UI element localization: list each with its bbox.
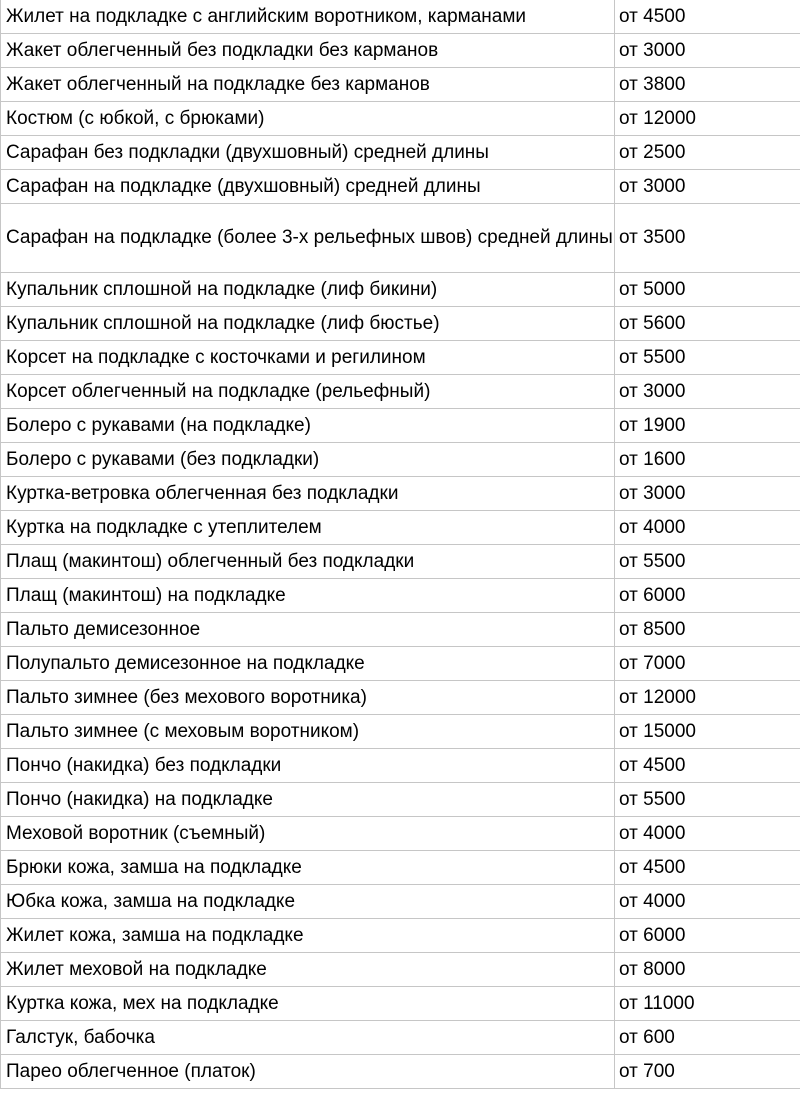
service-price: от 3000 [614,34,800,68]
service-price: от 7000 [614,647,800,681]
service-name: Пальто зимнее (с меховым воротником) [0,715,614,749]
service-name: Полупальто демисезонное на подкладке [0,647,614,681]
service-price: от 6000 [614,919,800,953]
service-name: Костюм (с юбкой, с брюками) [0,102,614,136]
service-price: от 12000 [614,102,800,136]
service-name: Болеро с рукавами (на подкладке) [0,409,614,443]
service-name: Купальник сплошной на подкладке (лиф бюстье) [0,307,614,341]
table-row [0,579,800,613]
table-row [0,647,800,681]
table-row [0,681,800,715]
service-price: от 4000 [614,885,800,919]
service-price: от 5000 [614,273,800,307]
service-price: от 4500 [614,0,800,34]
service-price: от 15000 [614,715,800,749]
service-price: от 4000 [614,511,800,545]
table-row [0,170,800,204]
service-price: от 12000 [614,681,800,715]
table-row [0,715,800,749]
service-price: от 1600 [614,443,800,477]
service-price: от 4000 [614,817,800,851]
service-name: Жакет облегченный на подкладке без карманов [0,68,614,102]
table-row [0,783,800,817]
service-name: Жакет облегченный без подкладки без карманов [0,34,614,68]
service-name: Пальто демисезонное [0,613,614,647]
service-price: от 3000 [614,170,800,204]
service-name: Куртка на подкладке с утеплителем [0,511,614,545]
table-row [0,375,800,409]
service-price: от 11000 [614,987,800,1021]
service-price: от 8500 [614,613,800,647]
service-price: от 5600 [614,307,800,341]
table-row [0,204,800,273]
service-name: Сарафан на подкладке (более 3-х рельефных швов) средней длины [0,204,614,273]
table-row [0,34,800,68]
service-name: Брюки кожа, замша на подкладке [0,851,614,885]
table-row [0,613,800,647]
table-row [0,341,800,375]
service-name: Сарафан без подкладки (двухшовный) средней длины [0,136,614,170]
table-row [0,1055,800,1089]
service-name: Куртка-ветровка облегченная без подкладки [0,477,614,511]
service-name: Плащ (макинтош) на подкладке [0,579,614,613]
service-price: от 700 [614,1055,800,1089]
table-row [0,102,800,136]
table-row [0,953,800,987]
table-row [0,749,800,783]
service-name: Корсет облегченный на подкладке (рельефный) [0,375,614,409]
table-row [0,0,800,34]
service-price: от 5500 [614,341,800,375]
service-name: Парео облегченное (платок) [0,1055,614,1089]
service-price: от 5500 [614,783,800,817]
table-row [0,409,800,443]
table-row [0,545,800,579]
service-price: от 6000 [614,579,800,613]
table-row [0,511,800,545]
service-name: Куртка кожа, мех на подкладке [0,987,614,1021]
table-row [0,136,800,170]
service-name: Купальник сплошной на подкладке (лиф бикини) [0,273,614,307]
service-name: Жилет меховой на подкладке [0,953,614,987]
table-row [0,273,800,307]
service-price: от 1900 [614,409,800,443]
service-name: Плащ (макинтош) облегченный без подкладки [0,545,614,579]
table-row [0,1021,800,1055]
table-row [0,68,800,102]
table-row [0,851,800,885]
table-row [0,919,800,953]
service-price: от 3500 [614,204,800,273]
service-name: Меховой воротник (съемный) [0,817,614,851]
table-row [0,817,800,851]
service-name: Сарафан на подкладке (двухшовный) средней длины [0,170,614,204]
service-price: от 2500 [614,136,800,170]
table-row [0,987,800,1021]
service-price: от 3000 [614,477,800,511]
service-price: от 3000 [614,375,800,409]
service-name: Жилет кожа, замша на подкладке [0,919,614,953]
service-name: Пальто зимнее (без мехового воротника) [0,681,614,715]
table-row [0,443,800,477]
service-name: Пончо (накидка) без подкладки [0,749,614,783]
service-price: от 3800 [614,68,800,102]
service-name: Жилет на подкладке с английским воротником, карманами [0,0,614,34]
service-price: от 600 [614,1021,800,1055]
service-name: Пончо (накидка) на подкладке [0,783,614,817]
service-price: от 4500 [614,851,800,885]
table-row [0,307,800,341]
service-name: Галстук, бабочка [0,1021,614,1055]
service-name: Юбка кожа, замша на подкладке [0,885,614,919]
service-price: от 4500 [614,749,800,783]
service-name: Болеро с рукавами (без подкладки) [0,443,614,477]
service-price: от 5500 [614,545,800,579]
table-row [0,477,800,511]
service-name: Корсет на подкладке с косточками и регилином [0,341,614,375]
service-price: от 8000 [614,953,800,987]
table-row [0,885,800,919]
